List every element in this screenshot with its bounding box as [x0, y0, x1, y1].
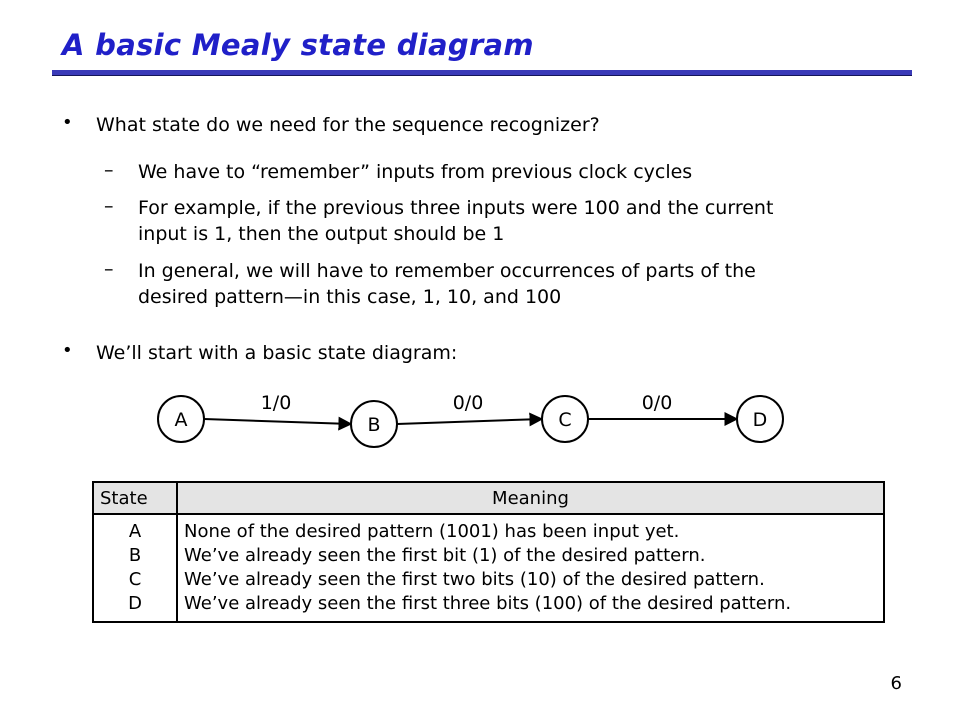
- meaning-cell: None of the desired pattern (1001) has been input yet.: [177, 514, 884, 544]
- transition-label-c-d: 0/0: [641, 392, 673, 414]
- transition-label-b-c: 0/0: [452, 392, 484, 414]
- table-row: [93, 544, 884, 568]
- state-column-header: State: [93, 482, 177, 514]
- meaning-column-header: Meaning: [177, 482, 884, 514]
- transition-arrow-a-b: [204, 419, 351, 424]
- state-d-label: D: [752, 409, 768, 431]
- state-meaning-table: [92, 481, 885, 623]
- state-cell: A: [93, 514, 177, 544]
- state-cell: C: [93, 568, 177, 592]
- subitem-1-line-1: We have to “remember” inputs from previous clock cycles: [138, 161, 693, 183]
- subitem-3-line-1: In general, we will have to remember occurrences of parts of the: [138, 260, 756, 282]
- subitem-2-line-1: For example, if the previous three inputs were 100 and the current: [138, 197, 774, 219]
- meaning-cell: We’ve already seen the first two bits (10) of the desired pattern.: [177, 568, 884, 592]
- table-row: [93, 568, 884, 592]
- dash-marker: –: [104, 195, 114, 217]
- meaning-cell: We’ve already seen the first three bits (100) of the desired pattern.: [177, 592, 884, 622]
- table-row: [93, 514, 884, 544]
- bullet-dot: •: [62, 340, 73, 361]
- transition-arrow-b-c: [397, 419, 542, 424]
- bullet-2-text: We’ll start with a basic state diagram:: [96, 342, 458, 364]
- transition-label-a-b: 1/0: [260, 392, 292, 414]
- state-b-label: B: [367, 414, 381, 436]
- state-cell: B: [93, 544, 177, 568]
- subitem-3-line-2: desired pattern—in this case, 1, 10, and 100: [138, 286, 562, 308]
- state-a-label: A: [174, 409, 188, 431]
- page-number: 6: [890, 673, 902, 694]
- slide-title: A basic Mealy state diagram: [62, 28, 534, 62]
- state-c-label: C: [558, 409, 572, 431]
- dash-marker: –: [104, 159, 114, 181]
- meaning-cell: We’ve already seen the first bit (1) of the desired pattern.: [177, 544, 884, 568]
- state-cell: D: [93, 592, 177, 622]
- subitem-2-line-2: input is 1, then the output should be 1: [138, 223, 505, 245]
- table-row: [93, 592, 884, 622]
- bullet-1-text: What state do we need for the sequence recognizer?: [96, 114, 600, 136]
- table-header-row: [93, 482, 884, 514]
- bullet-dot: •: [62, 112, 73, 133]
- dash-marker: –: [104, 258, 114, 280]
